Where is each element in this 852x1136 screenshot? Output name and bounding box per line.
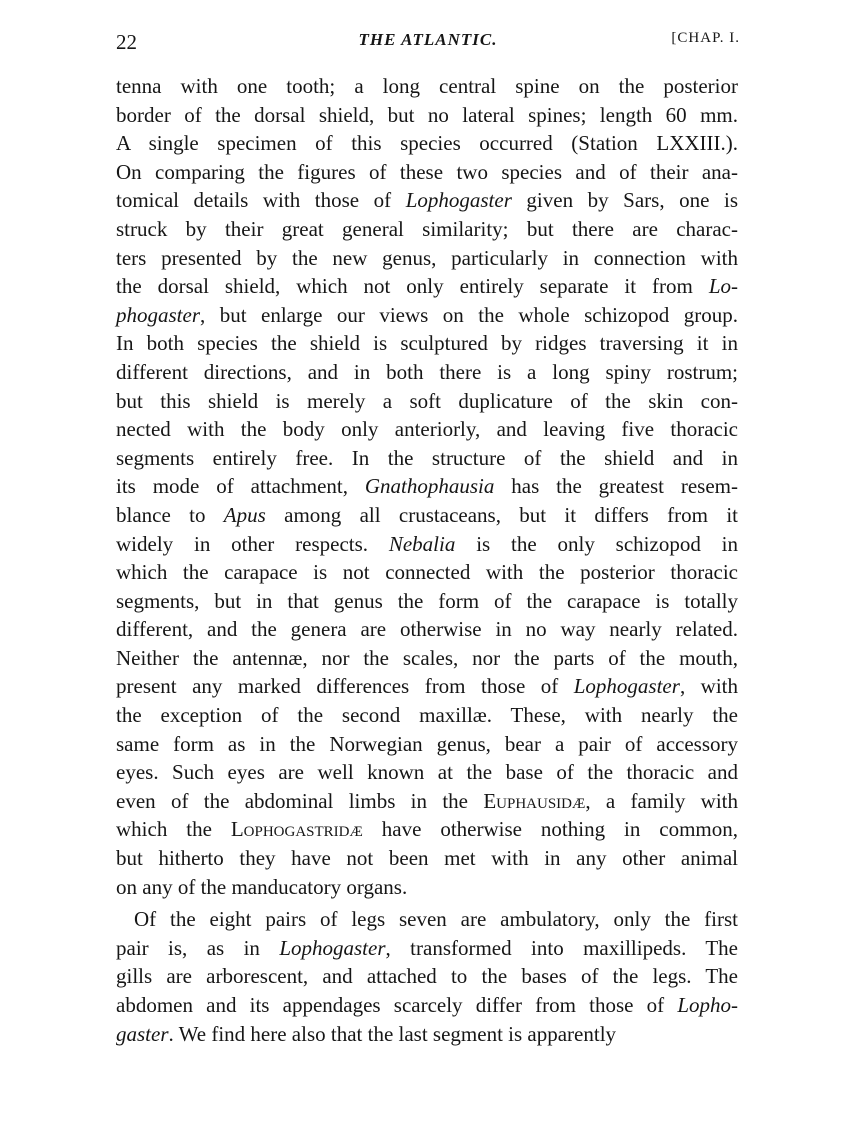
text-run: eyes. Such eyes are well known at the base of the thoracic and (116, 760, 738, 785)
text-line (116, 158, 738, 187)
italic-term: Lophogaster (279, 935, 386, 960)
text-run: segments entirely free. In the structure of the shield and in (116, 445, 738, 470)
text-line (116, 244, 738, 273)
text-line (116, 587, 738, 616)
text-run: widely in other respects. (116, 531, 389, 556)
text-run: In both species the shield is sculptured by ridges traversing it in (116, 331, 738, 356)
text-line (116, 415, 738, 444)
text-run: different, and the genera are otherwise in no way nearly related. (116, 617, 738, 642)
text-line (116, 701, 738, 730)
text-run: struck by their great general similarity; but there are charac- (116, 216, 738, 241)
italic-term: Gnathophausia (364, 474, 495, 499)
italic-term: Lophogaster (573, 674, 680, 699)
page-number: 22 (116, 30, 137, 54)
text-run: , with (679, 674, 738, 699)
text-line (116, 844, 738, 873)
paragraph-1 (116, 72, 738, 901)
text-line (116, 787, 738, 816)
italic-term: Lo- (708, 274, 738, 299)
text-line (116, 329, 738, 358)
italic-term: Lophogaster (405, 188, 512, 213)
text-run: abdomen and its appendages scarcely differ from those of (116, 993, 678, 1017)
text-run: its mode of attachment, (116, 474, 365, 499)
text-run: border of the dorsal shield, but no lateral spines; length 60 mm. (116, 102, 738, 127)
text-line (116, 873, 738, 902)
text-line (116, 672, 738, 701)
text-line (116, 991, 738, 1020)
text-line (116, 72, 738, 101)
text-line (116, 530, 738, 559)
italic-term: phogaster (116, 302, 200, 327)
text-line (116, 815, 738, 844)
text-run: pair is, as in (116, 935, 280, 960)
text-run: present any marked differences from those of (116, 674, 574, 699)
chapter-reference: [CHAP. I. (671, 30, 740, 46)
text-run: Of the eight pairs of legs seven are ambulatory, only the first (134, 907, 738, 932)
text-run: segments, but in that genus the form of the carapace is totally (116, 588, 738, 613)
small-caps-term: Lophogastridæ (230, 817, 363, 842)
text-run: different directions, and in both there is a long spiny rostrum; (116, 359, 738, 384)
page-header (116, 30, 740, 60)
paragraph-2 (116, 905, 738, 1048)
text-line (116, 444, 738, 473)
text-run: tenna with one tooth; a long central spine on the posterior (116, 74, 738, 98)
text-line (116, 129, 738, 158)
text-line (116, 358, 738, 387)
text-run: tomical details with those of (116, 188, 406, 213)
text-line (116, 301, 738, 330)
text-line (116, 186, 738, 215)
text-line (116, 215, 738, 244)
text-run: . We find here also that the last segment is apparently (168, 1021, 617, 1046)
text-line (116, 272, 738, 301)
text-line (116, 962, 738, 991)
running-title: THE ATLANTIC. (358, 30, 498, 49)
text-run: which the (116, 817, 231, 842)
text-line (116, 615, 738, 644)
text-run: , transformed into maxillipeds. The (385, 935, 738, 960)
text-line (116, 644, 738, 673)
italic-term: Apus (223, 502, 266, 527)
italic-term: Nebalia (388, 531, 456, 556)
text-line (116, 1020, 738, 1049)
small-caps-term: Euphausidæ (483, 788, 586, 813)
text-line (116, 387, 738, 416)
italic-term: gaster (116, 1021, 169, 1046)
text-run: given by Sars, one is (511, 188, 739, 213)
text-run: but hitherto they have not been met with in any other animal (116, 846, 738, 871)
text-line (116, 472, 738, 501)
text-run: which the carapace is not connected with the posterior thoracic (116, 560, 738, 585)
text-run: same form as in the Norwegian genus, bear a pair of accessory (116, 731, 738, 756)
text-run: gills are arborescent, and attached to the bases of the legs. The (116, 964, 738, 989)
text-run: , a family with (585, 788, 738, 813)
text-run: but this shield is merely a soft duplicature of the skin con- (116, 388, 738, 413)
text-run: have otherwise nothing in common, (362, 817, 738, 842)
text-run: the dorsal shield, which not only entirely separate it from (116, 274, 709, 299)
text-run: Neither the antennæ, nor the scales, nor the parts of the mouth, (116, 645, 738, 670)
text-run: , but enlarge our views on the whole schizopod group. (200, 302, 738, 327)
text-line (116, 558, 738, 587)
italic-term: Lopho- (677, 993, 738, 1017)
text-line (116, 730, 738, 759)
text-run: On comparing the figures of these two species and of their ana- (116, 159, 738, 184)
text-line (116, 101, 738, 130)
text-line (116, 501, 738, 530)
text-run: the exception of the second maxillæ. These, with nearly the (116, 703, 738, 728)
text-run: A single specimen of this species occurred (Station LXXIII.). (116, 131, 738, 156)
text-run: is the only schizopod in (455, 531, 738, 556)
text-run: nected with the body only anteriorly, and leaving five thoracic (116, 417, 738, 442)
text-run: even of the abdominal limbs in the (116, 788, 484, 813)
body-text (116, 72, 738, 1048)
text-run: blance to (116, 502, 224, 527)
text-line (116, 934, 738, 963)
text-line (116, 758, 738, 787)
text-run: has the greatest resem- (494, 474, 738, 499)
text-run: on any of the manducatory organs. (116, 874, 408, 899)
text-line (116, 905, 738, 934)
text-run: among all crustaceans, but it differs from it (265, 502, 739, 527)
text-run: ters presented by the new genus, particularly in connection with (116, 245, 738, 270)
